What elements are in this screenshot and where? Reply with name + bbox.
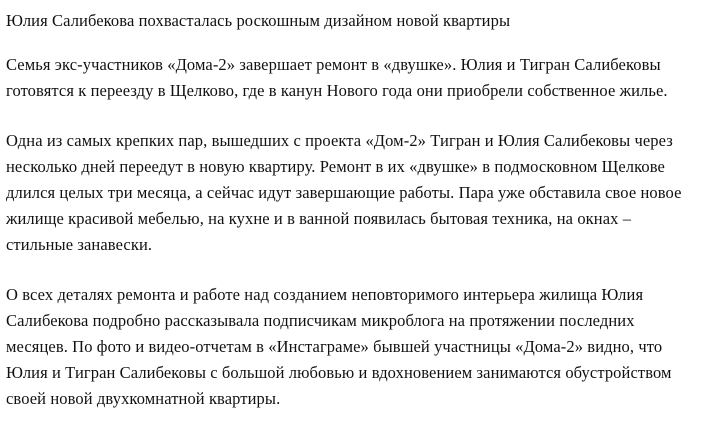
article-paragraph-1: Семья экс-участников «Дома-2» завершает ремонт в «двушке». Юлия и Тигран Салибековы готовятся к переезду в Щелково, где в канун Нового года они приобрели собственное жилье.: [6, 55, 668, 101]
article-paragraph-3: О всех деталях ремонта и работе над созданием неповторимого интерьера жилища Юлия Салибекова подробно рассказывала подписчикам микроблога на протяжении последних месяцев. По фото и видео-отчетам в «Инстаграме» бывшей участницы «Дома-2» видно, что Юлия и Тигран Салибековы с большой любовью и вдохновением занимаются обустройством своей новой двухкомнатной квартиры.: [6, 285, 672, 409]
article-paragraph-2: Одна из самых крепких пар, вышедших с проекта «Дом-2» Тигран и Юлия Салибековы через несколько дней переедут в новую квартиру. Ремонт в их «двушке» в подмосковном Щелкове длился целых три месяца, а сейчас идут завершающие работы. Пара уже обставила свое новое жилище красивой мебелью, на кухне и в ванной появилась бытовая техника, на окнах – стильные занавески.: [6, 131, 682, 255]
page-title: Юлия Салибекова похвасталась роскошным дизайном новой квартиры: [6, 11, 511, 30]
